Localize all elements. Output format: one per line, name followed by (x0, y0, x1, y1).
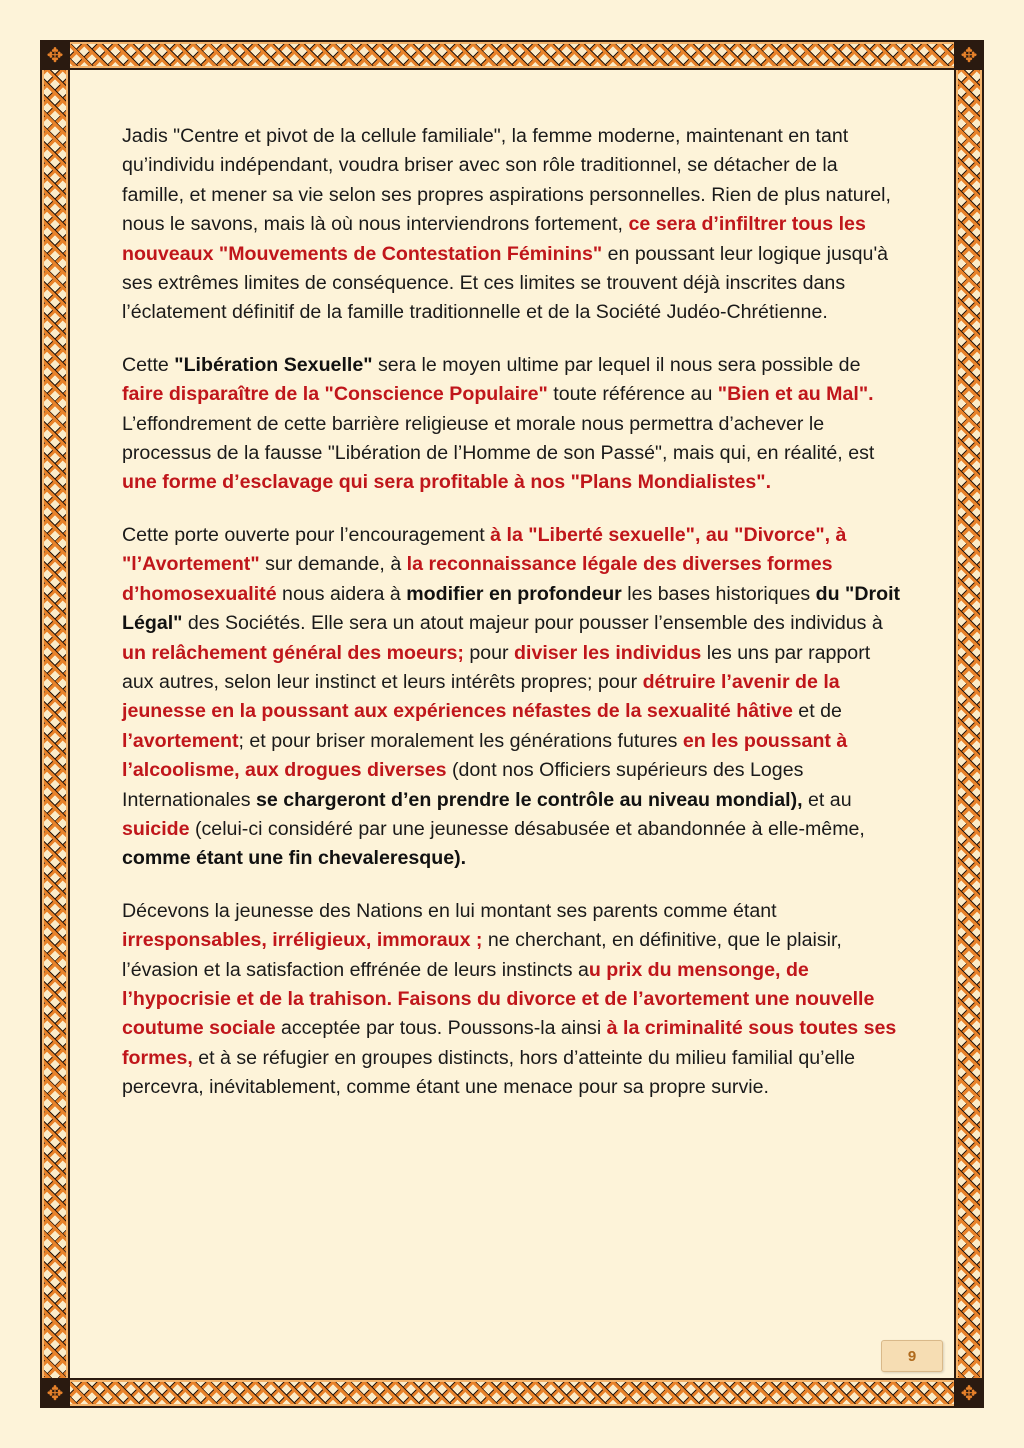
emphasis-text: "Libération Sexuelle" (174, 353, 373, 376)
text-run: L’effondrement de cette barrière religieuse et morale nous permettra d’achever le processus de la fausse "Libération de l’Homme de son Passé", mais qui, en réalité, est (122, 412, 875, 465)
celtic-knot-corner-icon: ✥ (954, 40, 984, 70)
decorative-border-top (40, 40, 984, 70)
paragraph (122, 122, 902, 328)
page-body (122, 122, 902, 1126)
emphasis-text: ce sera d’infiltrer tous les nouveaux "Mouvements de Contestation Féminins" (122, 213, 866, 265)
text-run: sur demande, à (259, 553, 407, 576)
text-run: pour (463, 641, 515, 664)
emphasis-text: à la criminalité sous toutes ses formes, (122, 1017, 897, 1069)
emphasis-text: l’avortement (122, 729, 239, 752)
text-run: ; et pour briser moralement les générations futures (238, 729, 683, 752)
text-run: et au (802, 788, 852, 811)
celtic-knot-corner-icon: ✥ (954, 1378, 984, 1408)
text-run: sera le moyen ultime par lequel il nous sera possible de (372, 353, 861, 376)
paragraph (122, 897, 902, 1103)
text-run: et à se réfugier en groupes distincts, hors d’atteinte du milieu familial qu’elle percevra, inévitablement, comme étant une menace pour sa propre survie. (122, 1046, 855, 1099)
celtic-knot-corner-icon: ✥ (40, 40, 70, 70)
emphasis-text: u prix du mensonge, de l’hypocrisie et de la trahison. Faisons du divorce et de l’avortement une nouvelle coutume sociale (122, 958, 875, 1040)
text-run: toute référence au (547, 383, 718, 406)
text-run: Cette porte ouverte pour l’encouragement (122, 523, 491, 546)
emphasis-text: modifier en profondeur (406, 582, 622, 605)
text-run: nous aidera à (276, 582, 407, 605)
text-run: acceptée par tous. Poussons-la ainsi (275, 1017, 607, 1040)
emphasis-text: la reconnaissance légale des diverses formes d’homosexualité (122, 553, 833, 605)
text-run: Cette (122, 353, 175, 376)
text-run: des Sociétés. Elle sera un atout majeur pour pousser l’ensemble des individus à (182, 612, 883, 635)
text-run: et de (792, 700, 842, 723)
emphasis-text: irresponsables, irréligieux, immoraux ; (122, 929, 483, 952)
text-run: en poussant leur logique jusqu'à ses extrêmes limites de conséquence. Et ces limites se trouvent déjà inscrites dans l’éclatement définitif de la famille traditionnelle et de la Société Judéo-Chrétienne. (122, 242, 889, 324)
emphasis-text: du "Droit Légal" (122, 582, 901, 635)
emphasis-text: se chargeront d’en prendre le contrôle au niveau mondial), (255, 788, 803, 811)
emphasis-text: comme étant une fin chevaleresque). (122, 847, 467, 870)
emphasis-text: diviser les individus (514, 641, 702, 664)
emphasis-text: "Bien et au Mal". (717, 383, 874, 406)
paragraph (122, 351, 902, 498)
emphasis-text: détruire l’avenir de la jeunesse en la poussant aux expériences néfastes de la sexualité hâtive (122, 670, 840, 723)
text-run: Décevons la jeunesse des Nations en lui montant ses parents comme étant (122, 899, 777, 922)
emphasis-text: suicide (122, 817, 190, 840)
emphasis-text: à la "Liberté sexuelle", au "Divorce", à "l’Avortement" (122, 523, 847, 576)
text-run: (celui-ci considéré par une jeunesse désabusée et abandonnée à elle-même, (189, 817, 865, 840)
decorative-border-left (40, 40, 70, 1408)
emphasis-text: faire disparaître de la "Conscience Populaire" (122, 383, 548, 406)
emphasis-text: un relâchement général des moeurs; (122, 641, 464, 664)
paragraph (122, 521, 902, 874)
decorative-border-right (954, 40, 984, 1408)
text-run: ne cherchant, en définitive, que le plaisir, l’évasion et la satisfaction effrénée de leurs instincts a (122, 929, 842, 981)
emphasis-text: en les poussant à l’alcoolisme, aux drogues diverses (122, 729, 848, 782)
text-run: (dont nos Officiers supérieurs des Loges Internationales (122, 759, 804, 811)
celtic-knot-corner-icon: ✥ (40, 1378, 70, 1408)
decorative-border-bottom (40, 1378, 984, 1408)
text-run: les bases historiques (621, 582, 816, 605)
text-run: Jadis "Centre et pivot de la cellule familiale", la femme moderne, maintenant en tant qu’individu indépendant, voudra briser avec son rôle traditionnel, se détacher de la famille, et mener sa vie selon ses propres aspirations personnelles. Rien de plus naturel, nous le savons, mais là où nous interviendrons fortement, (122, 125, 891, 236)
emphasis-text: une forme d’esclavage qui sera profitable à nos "Plans Mondialistes". (122, 471, 772, 494)
page-number-badge: 9 (881, 1340, 943, 1372)
text-run: les uns par rapport aux autres, selon leur instinct et leurs intérêts propres; pour (122, 641, 871, 693)
